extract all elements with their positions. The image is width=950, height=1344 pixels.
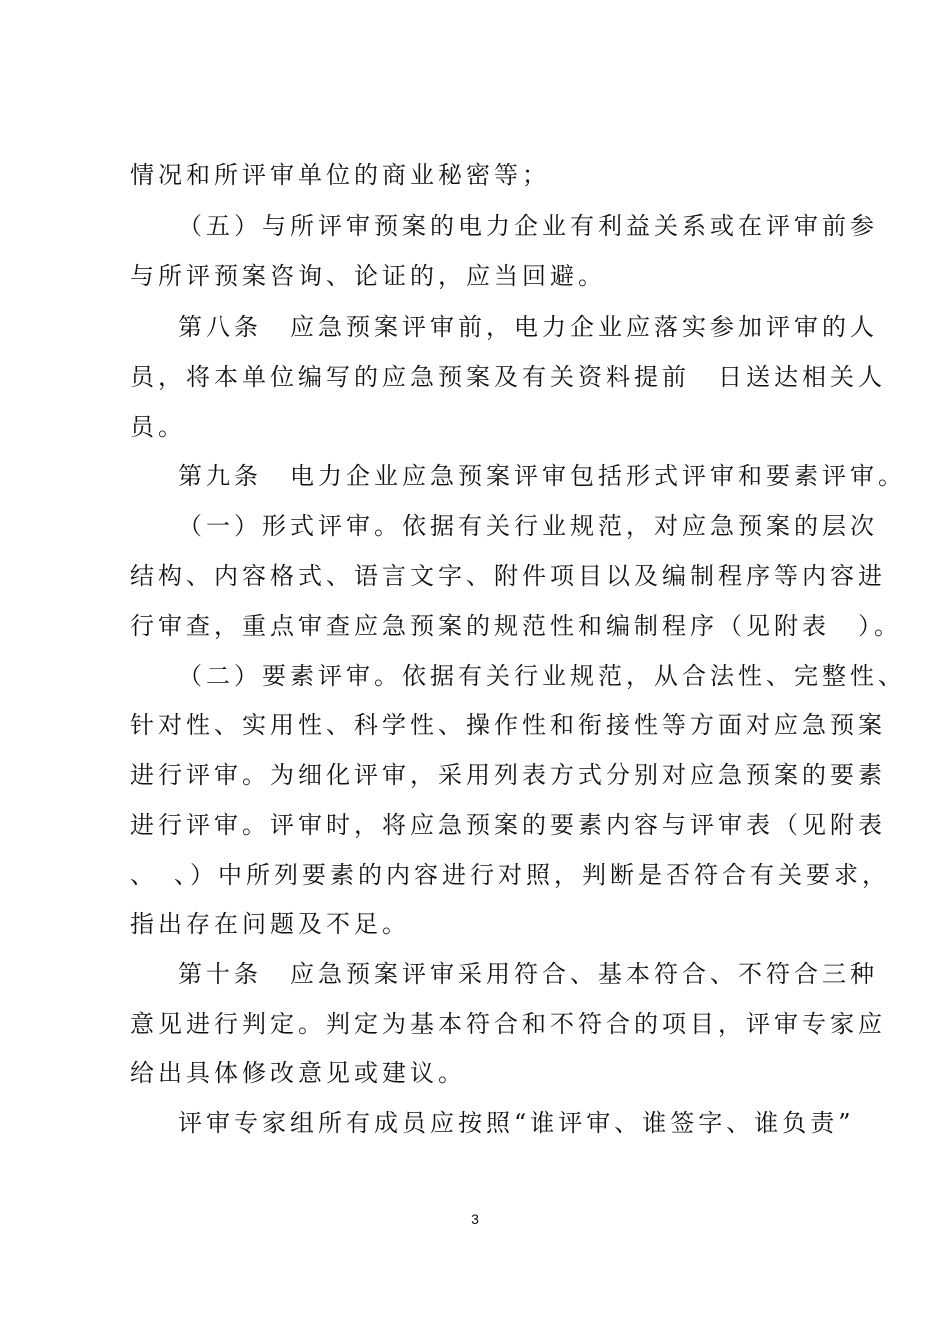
text-line: 意见进行判定。判定为基本符合和不符合的项目，评审专家应 [130, 1010, 886, 1038]
text-line: 进行评审。为细化评审，采用列表方式分别对应急预案的要素 [130, 761, 886, 789]
page-number: 3 [471, 1211, 479, 1227]
text-line: 第十条 应急预案评审采用符合、基本符合、不符合三种 [178, 960, 878, 988]
text-line: 情况和所评审单位的商业秘密等； [130, 161, 550, 189]
text-line: 员。 [130, 413, 186, 441]
text-line: 结构、内容格式、语言文字、附件项目以及编制程序等内容进 [130, 562, 886, 590]
text-line: 给出具体修改意见或建议。 [130, 1059, 466, 1087]
text-line: 第八条 应急预案评审前，电力企业应落实参加评审的人 [178, 313, 878, 341]
text-line: 进行评审。评审时，将应急预案的要素内容与评审表（见附表 [130, 811, 886, 839]
text-line: 第九条 电力企业应急预案评审包括形式评审和要素评审。 [178, 462, 906, 490]
text-line: 、 、）中所列要素的内容进行对照，判断是否符合有关要求， [130, 861, 890, 889]
text-line: 指出存在问题及不足。 [130, 910, 410, 938]
text-line: （一）形式评审。依据有关行业规范，对应急预案的层次 [178, 512, 878, 540]
text-line: 评审专家组所有成员应按照“谁评审、谁签字、谁负责” [178, 1109, 855, 1137]
text-line: （五）与所评审预案的电力企业有利益关系或在评审前参 [178, 212, 878, 240]
text-line: （二）要素评审。依据有关行业规范，从合法性、完整性、 [178, 662, 906, 690]
text-line: 行审查，重点审查应急预案的规范性和编制程序（见附表 ）。 [130, 612, 902, 640]
text-line: 针对性、实用性、科学性、操作性和衔接性等方面对应急预案 [130, 711, 886, 739]
text-line: 与所评预案咨询、论证的，应当回避。 [130, 262, 606, 290]
text-line: 员，将本单位编写的应急预案及有关资料提前 日送达相关人 [130, 363, 886, 391]
